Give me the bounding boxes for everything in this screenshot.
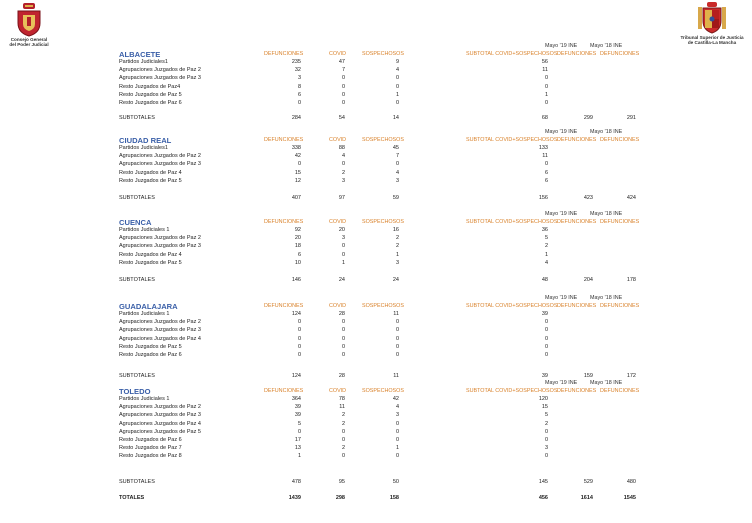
cell-value: 0 bbox=[395, 420, 399, 427]
row-label: Agrupaciones Juzgados de Paz 2 bbox=[119, 404, 201, 411]
subtotal-value: 178 bbox=[626, 277, 636, 283]
cell-value: 0 bbox=[341, 437, 345, 443]
cell-value: 39 bbox=[294, 404, 301, 411]
cell-value: 6 bbox=[544, 169, 548, 176]
header-covid: COVID bbox=[329, 137, 347, 143]
cell-value: 124 bbox=[291, 311, 301, 317]
header-subtotal: SUBTOTAL COVID+SOSPECHOSOS bbox=[466, 51, 558, 57]
totales-value: 158 bbox=[389, 495, 399, 501]
row-label: Partidos Judiciales1 bbox=[119, 59, 168, 65]
table-row bbox=[0, 66, 752, 74]
header-subtotal: SUBTOTAL COVID+SOSPECHOSOS bbox=[466, 388, 558, 394]
cell-value: 0 bbox=[341, 251, 345, 258]
subtotal-row bbox=[0, 372, 752, 380]
cell-value: 0 bbox=[395, 100, 399, 106]
cell-value: 45 bbox=[392, 145, 399, 151]
cell-value: 0 bbox=[544, 161, 548, 168]
subtotal-value: 407 bbox=[291, 195, 301, 201]
cell-value: 32 bbox=[294, 67, 301, 74]
cell-value: 0 bbox=[341, 428, 345, 435]
subtotal-value: 97 bbox=[338, 195, 345, 201]
cell-value: 0 bbox=[544, 75, 548, 82]
cell-value: 0 bbox=[297, 335, 301, 342]
cell-value: 0 bbox=[544, 100, 548, 106]
cell-value: 2 bbox=[341, 169, 345, 176]
cell-value: 0 bbox=[297, 319, 301, 326]
header-ine-defunciones-19: DEFUNCIONES bbox=[557, 219, 597, 225]
header-ine-defunciones-18: DEFUNCIONES bbox=[600, 219, 640, 225]
header-ine-defunciones-19: DEFUNCIONES bbox=[557, 303, 597, 309]
cell-value: 0 bbox=[341, 161, 345, 168]
cell-value: 0 bbox=[341, 100, 345, 106]
header-mayo19: Mayo '19 INE bbox=[545, 380, 578, 386]
header-ine-defunciones-19: DEFUNCIONES bbox=[557, 51, 597, 57]
cell-value: 0 bbox=[544, 428, 548, 435]
subtotal-label: SUBTOTALES bbox=[119, 373, 155, 379]
totales-value: 1439 bbox=[288, 495, 301, 501]
cell-value: 42 bbox=[392, 396, 399, 402]
section-title: CIUDAD REAL bbox=[119, 136, 172, 145]
subtotal-value: 54 bbox=[338, 115, 345, 121]
cell-value: 2 bbox=[544, 420, 548, 427]
header-ine-defunciones-18: DEFUNCIONES bbox=[600, 51, 640, 57]
cell-value: 0 bbox=[341, 91, 345, 98]
row-label: Partidos Judiciales 1 bbox=[119, 396, 170, 402]
subtotal-value: 159 bbox=[583, 373, 593, 379]
header-mayo18: Mayo '18 INE bbox=[590, 295, 623, 301]
cell-value: 88 bbox=[338, 145, 345, 151]
table-row bbox=[0, 74, 752, 82]
row-label: Resto Juzgados de Paz 5 bbox=[119, 343, 182, 350]
row-label: Agrupaciones Juzgados de Paz 4 bbox=[119, 335, 201, 342]
row-label: Resto Juzgados de Paz 4 bbox=[119, 251, 182, 258]
cell-value: 6 bbox=[297, 251, 301, 258]
table-row bbox=[0, 144, 752, 152]
subtotal-value: 95 bbox=[338, 479, 345, 485]
cell-value: 0 bbox=[341, 75, 345, 82]
header-mayo19: Mayo '19 INE bbox=[545, 43, 578, 49]
row-label: Resto Juzgados de Paz4 bbox=[119, 83, 181, 90]
header-ine-defunciones-19: DEFUNCIONES bbox=[557, 388, 597, 394]
cell-value: 3 bbox=[297, 75, 301, 82]
row-label: Resto Juzgados de Paz 4 bbox=[119, 169, 182, 176]
totales-value: 1614 bbox=[580, 495, 593, 501]
cell-value: 20 bbox=[294, 235, 301, 242]
header-ine-defunciones-18: DEFUNCIONES bbox=[600, 137, 640, 143]
cell-value: 78 bbox=[338, 396, 345, 402]
table-row bbox=[0, 444, 752, 452]
cell-value: 0 bbox=[544, 453, 548, 460]
row-label: Resto Juzgados de Paz 5 bbox=[119, 91, 182, 98]
table-row bbox=[0, 420, 752, 428]
cell-value: 39 bbox=[541, 311, 548, 317]
cell-value: 0 bbox=[544, 335, 548, 342]
section-title: TOLEDO bbox=[119, 387, 151, 396]
cell-value: 18 bbox=[294, 243, 301, 250]
cell-value: 0 bbox=[395, 83, 399, 90]
totales-value: 456 bbox=[538, 495, 548, 501]
cell-value: 1 bbox=[297, 453, 301, 460]
table-row bbox=[0, 335, 752, 343]
table-row bbox=[0, 395, 752, 403]
subtotal-value: 423 bbox=[583, 195, 593, 201]
cell-value: 0 bbox=[341, 319, 345, 326]
subtotal-value: 28 bbox=[338, 373, 345, 379]
cell-value: 3 bbox=[341, 177, 345, 184]
subtotal-value: 204 bbox=[583, 277, 593, 283]
subtotal-value: 156 bbox=[538, 195, 548, 201]
cell-value: 0 bbox=[341, 243, 345, 250]
table-row bbox=[0, 177, 752, 185]
row-label: Resto Juzgados de Paz 8 bbox=[119, 453, 182, 460]
header-defunciones: DEFUNCIONES bbox=[264, 137, 304, 143]
header-subtotal: SUBTOTAL COVID+SOSPECHOSOS bbox=[466, 303, 558, 309]
row-label: Agrupaciones Juzgados de Paz 3 bbox=[119, 243, 201, 250]
tsj-caption-line-1: Tribunal Superior de Justicia bbox=[680, 35, 744, 40]
subtotal-value: 50 bbox=[392, 479, 399, 485]
cell-value: 3 bbox=[395, 412, 399, 419]
row-label: Resto Juzgados de Paz 5 bbox=[119, 259, 182, 266]
section-title: ALBACETE bbox=[119, 50, 161, 59]
row-label: Resto Juzgados de Paz 6 bbox=[119, 100, 182, 106]
subtotal-label: SUBTOTALES bbox=[119, 479, 155, 485]
cell-value: 0 bbox=[544, 319, 548, 326]
header-sospechosos: SOSPECHOSOS bbox=[362, 137, 404, 143]
subtotal-value: 39 bbox=[541, 373, 548, 379]
cell-value: 28 bbox=[338, 311, 345, 317]
table-row bbox=[0, 99, 752, 107]
row-label: Agrupaciones Juzgados de Paz 2 bbox=[119, 153, 201, 160]
cell-value: 0 bbox=[341, 335, 345, 342]
subtotal-row bbox=[0, 114, 752, 122]
cell-value: 1 bbox=[395, 445, 399, 452]
cell-value: 0 bbox=[395, 75, 399, 82]
header-covid: COVID bbox=[329, 388, 347, 394]
header-defunciones: DEFUNCIONES bbox=[264, 219, 304, 225]
table-row bbox=[0, 242, 752, 250]
cgpj-caption-line-2: del Poder Judicial bbox=[9, 42, 49, 48]
row-label: Resto Juzgados de Paz 6 bbox=[119, 437, 182, 443]
cell-value: 0 bbox=[395, 327, 399, 334]
subtotal-value: 124 bbox=[291, 373, 301, 379]
header-mayo18: Mayo '18 INE bbox=[590, 43, 623, 49]
subtotal-value: 480 bbox=[626, 479, 636, 485]
row-label: Partidos Judiciales 1 bbox=[119, 311, 170, 317]
table-row bbox=[0, 226, 752, 234]
subtotal-value: 11 bbox=[393, 373, 399, 379]
cell-value: 4 bbox=[395, 67, 399, 74]
row-label: Agrupaciones Juzgados de Paz 3 bbox=[119, 161, 201, 168]
cell-value: 8 bbox=[297, 83, 301, 90]
cell-value: 2 bbox=[341, 412, 345, 419]
subtotal-label: SUBTOTALES bbox=[119, 277, 155, 283]
cell-value: 1 bbox=[544, 91, 548, 98]
header-sospechosos: SOSPECHOSOS bbox=[362, 388, 404, 394]
subtotal-value: 59 bbox=[392, 195, 399, 201]
cell-value: 0 bbox=[395, 343, 399, 350]
cell-value: 0 bbox=[297, 428, 301, 435]
cell-value: 12 bbox=[294, 177, 301, 184]
cell-value: 11 bbox=[542, 67, 548, 74]
row-label: Agrupaciones Juzgados de Paz 2 bbox=[119, 235, 201, 242]
cell-value: 0 bbox=[341, 352, 345, 358]
cell-value: 0 bbox=[395, 352, 399, 358]
cell-value: 0 bbox=[297, 100, 301, 106]
cell-value: 0 bbox=[341, 83, 345, 90]
row-label: Resto Juzgados de Paz 6 bbox=[119, 352, 182, 358]
header-defunciones: DEFUNCIONES bbox=[264, 303, 304, 309]
cell-value: 0 bbox=[395, 437, 399, 443]
row-label: Agrupaciones Juzgados de Paz 2 bbox=[119, 319, 201, 326]
cell-value: 1 bbox=[341, 259, 345, 266]
cell-value: 39 bbox=[294, 412, 301, 419]
cell-value: 0 bbox=[544, 343, 548, 350]
coat-of-arms-icon bbox=[14, 3, 44, 37]
table-row bbox=[0, 310, 752, 318]
cell-value: 16 bbox=[392, 227, 399, 233]
header-ine-defunciones-19: DEFUNCIONES bbox=[557, 137, 597, 143]
cell-value: 0 bbox=[341, 343, 345, 350]
cell-value: 15 bbox=[541, 404, 548, 411]
header-ine-defunciones-18: DEFUNCIONES bbox=[600, 388, 640, 394]
cell-value: 3 bbox=[341, 235, 345, 242]
cell-value: 2 bbox=[341, 445, 345, 452]
cell-value: 5 bbox=[544, 235, 548, 242]
cell-value: 0 bbox=[544, 352, 548, 358]
cell-value: 9 bbox=[395, 59, 399, 65]
subtotal-row bbox=[0, 276, 752, 284]
cell-value: 0 bbox=[395, 161, 399, 168]
spain-coat-of-arms-icon bbox=[697, 2, 727, 35]
header-subtotal: SUBTOTAL COVID+SOSPECHOSOS bbox=[466, 219, 558, 225]
table-row bbox=[0, 152, 752, 160]
table-row bbox=[0, 318, 752, 326]
table-row bbox=[0, 343, 752, 351]
subtotal-value: 146 bbox=[291, 277, 301, 283]
cell-value: 0 bbox=[297, 327, 301, 334]
subtotal-value: 14 bbox=[392, 115, 399, 121]
cell-value: 1 bbox=[395, 91, 399, 98]
cell-value: 364 bbox=[291, 396, 301, 402]
cell-value: 11 bbox=[339, 404, 345, 411]
cell-value: 0 bbox=[544, 437, 548, 443]
cell-value: 92 bbox=[294, 227, 301, 233]
cell-value: 338 bbox=[291, 145, 301, 151]
cell-value: 3 bbox=[395, 177, 399, 184]
header-ine-defunciones-18: DEFUNCIONES bbox=[600, 303, 640, 309]
cell-value: 0 bbox=[395, 335, 399, 342]
cell-value: 47 bbox=[338, 59, 345, 65]
header-covid: COVID bbox=[329, 219, 347, 225]
subtotal-value: 291 bbox=[626, 115, 636, 121]
header-mayo18: Mayo '18 INE bbox=[590, 211, 623, 217]
header-defunciones: DEFUNCIONES bbox=[264, 388, 304, 394]
cell-value: 2 bbox=[341, 420, 345, 427]
cgpj-logo bbox=[9, 3, 49, 48]
table-row bbox=[0, 428, 752, 436]
subtotal-row bbox=[0, 478, 752, 486]
cell-value: 3 bbox=[544, 445, 548, 452]
tsj-caption-line-2: de Castilla-La Mancha bbox=[687, 40, 737, 46]
cell-value: 0 bbox=[297, 343, 301, 350]
header-sospechosos: SOSPECHOSOS bbox=[362, 303, 404, 309]
subtotal-value: 172 bbox=[626, 373, 636, 379]
subtotal-value: 299 bbox=[583, 115, 593, 121]
row-label: Agrupaciones Juzgados de Paz 3 bbox=[119, 412, 201, 419]
cell-value: 0 bbox=[395, 453, 399, 460]
cgpj-caption-line-1: Consejo General bbox=[10, 37, 48, 42]
table-row bbox=[0, 259, 752, 267]
tsj-logo bbox=[676, 2, 748, 46]
table-row bbox=[0, 436, 752, 444]
header-sospechosos: SOSPECHOSOS bbox=[362, 51, 404, 57]
cell-value: 6 bbox=[544, 177, 548, 184]
cell-value: 0 bbox=[297, 352, 301, 358]
totales-value: 1545 bbox=[623, 495, 636, 501]
table-row bbox=[0, 91, 752, 99]
cell-value: 4 bbox=[341, 153, 345, 160]
cell-value: 15 bbox=[294, 169, 301, 176]
totales-row bbox=[0, 494, 752, 502]
cell-value: 2 bbox=[544, 243, 548, 250]
section-title: CUENCA bbox=[119, 218, 152, 227]
cell-value: 7 bbox=[395, 153, 399, 160]
subtotal-label: SUBTOTALES bbox=[119, 195, 155, 201]
cell-value: 4 bbox=[544, 259, 548, 266]
subtotal-value: 424 bbox=[626, 195, 636, 201]
table-row bbox=[0, 58, 752, 66]
subtotal-row bbox=[0, 194, 752, 202]
cell-value: 11 bbox=[542, 153, 548, 160]
table-row bbox=[0, 326, 752, 334]
cell-value: 4 bbox=[395, 404, 399, 411]
cell-value: 17 bbox=[294, 437, 301, 443]
subtotal-value: 145 bbox=[538, 479, 548, 485]
subtotal-value: 478 bbox=[291, 479, 301, 485]
cell-value: 1 bbox=[544, 251, 548, 258]
table-row bbox=[0, 160, 752, 168]
row-label: Agrupaciones Juzgados de Paz 5 bbox=[119, 428, 201, 435]
subtotal-value: 284 bbox=[291, 115, 301, 121]
row-label: Agrupaciones Juzgados de Paz 4 bbox=[119, 420, 201, 427]
subtotal-value: 24 bbox=[392, 277, 399, 283]
cell-value: 20 bbox=[338, 227, 345, 233]
row-label: Agrupaciones Juzgados de Paz 2 bbox=[119, 67, 201, 74]
cell-value: 56 bbox=[541, 59, 548, 65]
cell-value: 4 bbox=[395, 169, 399, 176]
cell-value: 0 bbox=[395, 319, 399, 326]
cell-value: 120 bbox=[538, 396, 548, 402]
cell-value: 3 bbox=[395, 259, 399, 266]
header-mayo19: Mayo '19 INE bbox=[545, 129, 578, 135]
cell-value: 0 bbox=[341, 327, 345, 334]
header-covid: COVID bbox=[329, 51, 347, 57]
cell-value: 13 bbox=[294, 445, 301, 452]
header-sospechosos: SOSPECHOSOS bbox=[362, 219, 404, 225]
row-label: Resto Juzgados de Paz 7 bbox=[119, 445, 182, 452]
subtotal-value: 68 bbox=[541, 115, 548, 121]
subtotal-label: SUBTOTALES bbox=[119, 115, 155, 121]
cell-value: 42 bbox=[294, 153, 301, 160]
table-row bbox=[0, 403, 752, 411]
table-row bbox=[0, 251, 752, 259]
header-mayo19: Mayo '19 INE bbox=[545, 295, 578, 301]
header-mayo18: Mayo '18 INE bbox=[590, 129, 623, 135]
table-row bbox=[0, 452, 752, 460]
cell-value: 0 bbox=[544, 327, 548, 334]
row-label: Agrupaciones Juzgados de Paz 3 bbox=[119, 75, 201, 82]
row-label: Partidos Judiciales1 bbox=[119, 145, 168, 151]
cell-value: 2 bbox=[395, 235, 399, 242]
cell-value: 6 bbox=[297, 91, 301, 98]
table-row bbox=[0, 83, 752, 91]
cell-value: 5 bbox=[544, 412, 548, 419]
cell-value: 36 bbox=[541, 227, 548, 233]
totales-label: TOTALES bbox=[119, 495, 145, 501]
cell-value: 133 bbox=[538, 145, 548, 151]
cell-value: 11 bbox=[393, 311, 399, 317]
cell-value: 10 bbox=[294, 259, 301, 266]
totales-value: 298 bbox=[335, 495, 345, 501]
row-label: Resto Juzgados de Paz 5 bbox=[119, 177, 182, 184]
cell-value: 0 bbox=[341, 453, 345, 460]
cell-value: 0 bbox=[395, 428, 399, 435]
cell-value: 5 bbox=[297, 420, 301, 427]
header-mayo19: Mayo '19 INE bbox=[545, 211, 578, 217]
table-row bbox=[0, 351, 752, 359]
table-row bbox=[0, 169, 752, 177]
header-mayo18: Mayo '18 INE bbox=[590, 380, 623, 386]
subtotal-value: 48 bbox=[541, 277, 548, 283]
cell-value: 0 bbox=[297, 161, 301, 168]
header-defunciones: DEFUNCIONES bbox=[264, 51, 304, 57]
row-label: Partidos Judiciales 1 bbox=[119, 227, 170, 233]
header-subtotal: SUBTOTAL COVID+SOSPECHOSOS bbox=[466, 137, 558, 143]
subtotal-value: 529 bbox=[583, 479, 593, 485]
cell-value: 2 bbox=[395, 243, 399, 250]
table-row bbox=[0, 411, 752, 419]
section-title: GUADALAJARA bbox=[119, 302, 178, 311]
cell-value: 235 bbox=[291, 59, 301, 65]
table-row bbox=[0, 234, 752, 242]
cell-value: 1 bbox=[395, 251, 399, 258]
header-covid: COVID bbox=[329, 303, 347, 309]
cell-value: 7 bbox=[341, 67, 345, 74]
row-label: Agrupaciones Juzgados de Paz 3 bbox=[119, 327, 201, 334]
subtotal-value: 24 bbox=[338, 277, 345, 283]
cell-value: 0 bbox=[544, 83, 548, 90]
